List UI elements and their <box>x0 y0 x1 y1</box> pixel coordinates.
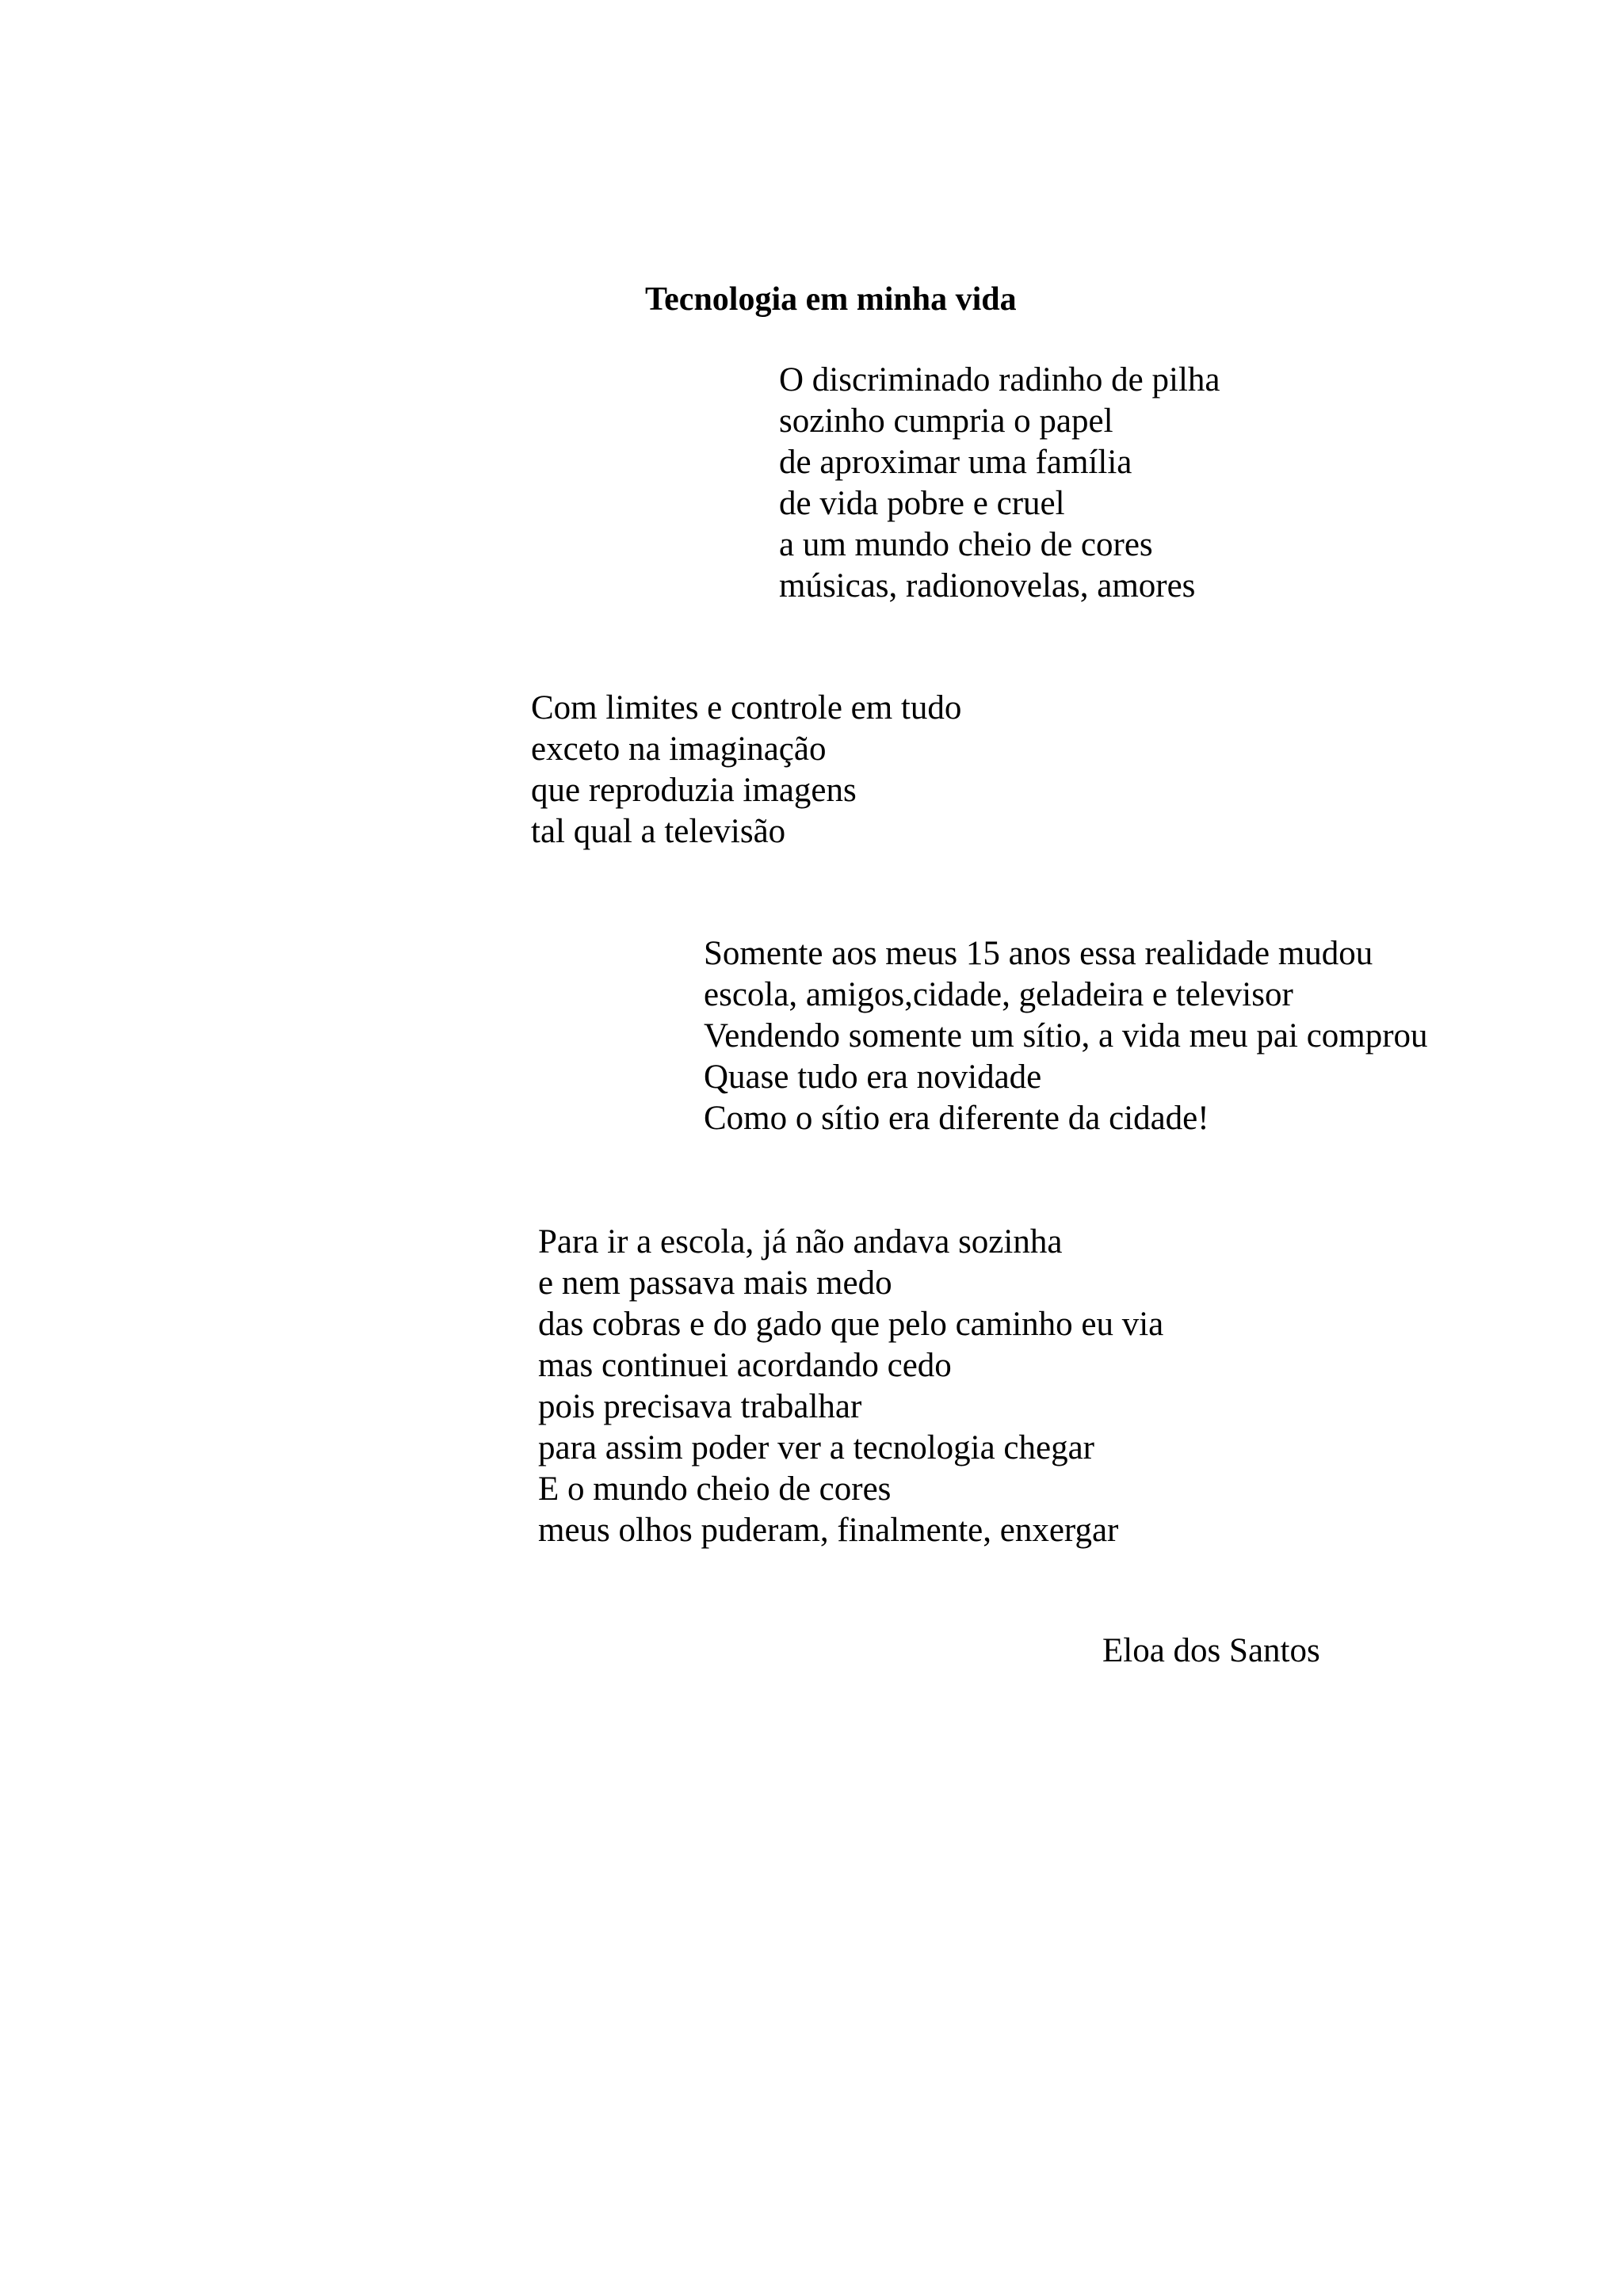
poem-line: O discriminado radinho de pilha <box>779 361 1220 399</box>
poem-line: Quase tudo era novidade <box>704 1058 1042 1096</box>
poem-line: sozinho cumpria o papel <box>779 402 1113 440</box>
poem-line: das cobras e do gado que pelo caminho eu via <box>538 1306 1164 1343</box>
stanza-3 <box>704 933 1428 1139</box>
poem-line: exceto na imaginação <box>531 730 827 768</box>
poem-line: Para ir a escola, já não andava sozinha <box>538 1223 1063 1261</box>
poem-line: escola, amigos,cidade, geladeira e televisor <box>704 976 1293 1013</box>
poem-line: a um mundo cheio de cores <box>779 526 1153 563</box>
poem-line: para assim poder ver a tecnologia chegar <box>538 1429 1095 1466</box>
poem-line: Vendendo somente um sítio, a vida meu pai comprou <box>704 1017 1428 1055</box>
poem-line: de vida pobre e cruel <box>779 485 1065 522</box>
stanza-1 <box>779 360 1220 607</box>
stanza-4 <box>538 1222 1163 1551</box>
stanza-2 <box>531 688 961 852</box>
poem-line: Com limites e controle em tudo <box>531 689 962 727</box>
poem-line: músicas, radionovelas, amores <box>779 567 1196 605</box>
poem-line: pois precisava trabalhar <box>538 1388 862 1425</box>
poem-line: de aproximar uma família <box>779 444 1132 481</box>
poem-line: E o mundo cheio de cores <box>538 1470 892 1508</box>
poem-line: que reproduzia imagens <box>531 772 857 809</box>
poem-line: mas continuei acordando cedo <box>538 1347 952 1384</box>
poem-line: e nem passava mais medo <box>538 1264 892 1302</box>
poem-title: Tecnologia em minha vida <box>645 281 1017 318</box>
poem-line: Como o sítio era diferente da cidade! <box>704 1100 1209 1137</box>
author-signature: Eloa dos Santos <box>1102 1632 1320 1669</box>
poem-line: tal qual a televisão <box>531 813 786 850</box>
poem-line: meus olhos puderam, finalmente, enxergar <box>538 1512 1119 1549</box>
poem-line: Somente aos meus 15 anos essa realidade mudou <box>704 935 1373 972</box>
